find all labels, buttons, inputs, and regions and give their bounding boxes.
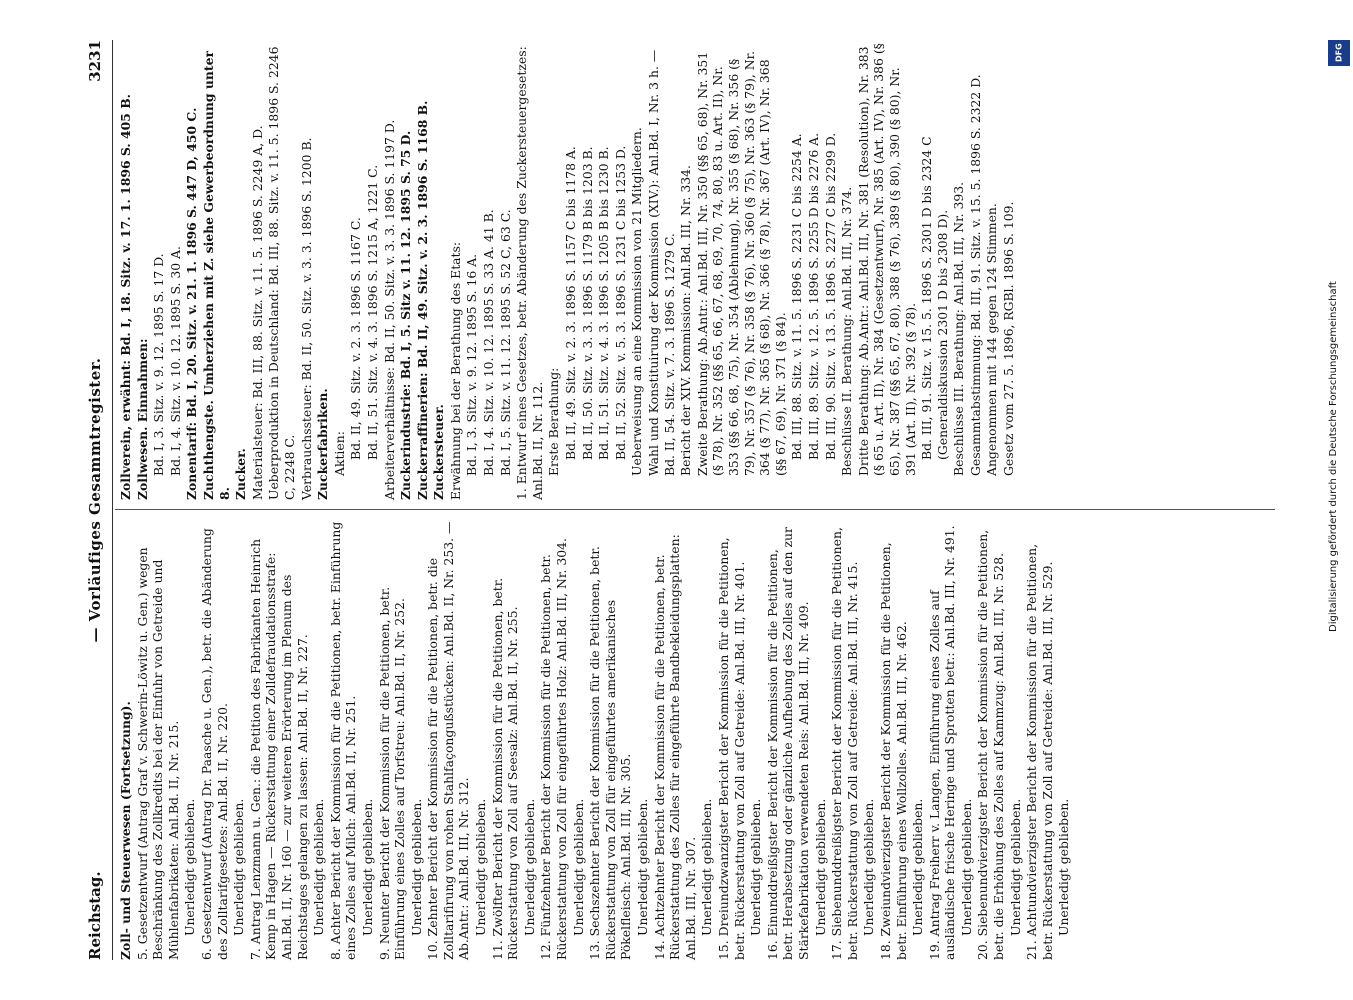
index-entry: Unerledigt geblieben. [958, 798, 974, 936]
index-entry: Gesetz vom 27. 5. 1896, RGBl. 1896 S. 109. [1001, 201, 1017, 476]
index-entry: Beschlüsse II. Berathung: Anl.Bd. III, Nr. 374. [839, 186, 855, 476]
index-entry: 10. Zehnter Bericht der Kommission für die Petitionen, betr. die Zolltarifirung von rohen Stahlfaçongußstücken: Anl.Bd. II, Nr. 253. — Ab.Antr.: Anl.Bd. III, Nr. 312. [425, 521, 472, 960]
column-divider [115, 509, 1275, 510]
index-entry: Zweite Berathung: Ab.Antr.: Anl.Bd. III, Nr. 350 (§§ 65, 68), Nr. 351 (§ 78), Nr. 352 (§§ 65, 66, 67, 68, 69, 70, 74, 80, 83 u. Art. II), Nr. 353 (§§ 66, 68, 75), Nr. 354 (Ablehnung), Nr. 355 (§ 68), Nr. 356 (§ 79), Nr. 357 (§ 76), Nr. 358 (§ 76), Nr. 360 (§ 75), Nr. 363 (§ 79), Nr. 364 (§ 77), Nr. 365 (§ 68), Nr. 366 (§ 78), Nr. 367 (Art. IV), Nr. 368 (§§ 67, 69), Nr. 371 (§ 84). [694, 50, 788, 476]
index-entry: Zuckerindustrie: Bd. I, 5. Sitz v. 11. 12. 1895 S. 75 D. [398, 130, 414, 500]
index-entry: Unerledigt geblieben. [748, 798, 764, 936]
index-entry: Unerledigt geblieben. [408, 798, 424, 936]
index-entry: Zollwesen. Einnahmen: [134, 338, 150, 500]
header-left: Reichstag. [86, 871, 104, 960]
right-column [118, 40, 1018, 500]
index-entry: Ueberproduktion in Deutschland: Bd. III, 88. Sitz. v. 11. 5. 1896 S. 2246 C, 2248 C. [266, 46, 297, 500]
index-entry: 18. Zweiundvierzigster Bericht der Kommission für die Petitionen, betr. Einführung eines Wollzolles. Anl.Bd. III, Nr. 462. [877, 542, 909, 960]
index-entry: Unerledigt geblieben. [812, 798, 828, 936]
index-entry: Bd. II, 49. Sitz. v. 2. 3. 1896 S. 1157 C bis 1178 A. [563, 146, 579, 460]
index-entry: Zuckersteuer. [431, 404, 447, 500]
page-number: 3231 [86, 40, 104, 82]
index-entry: Zuckerraffinerien: Bd. II, 49. Sitz. v. 2. 3. 1896 S. 1168 B. [414, 100, 430, 500]
index-entry: Arbeiterverhältnisse: Bd. II, 50. Sitz. v. 3. 3. 1896 S. 1197 D. [381, 119, 397, 500]
index-entry: 21. Achtundvierzigster Bericht der Kommission für die Petitionen, betr. Rückerstattung von Zoll auf Getreide: Anl.Bd. III, Nr. 529. [1024, 543, 1055, 960]
index-entry: Zonentarif: Bd. I, 20. Sitz. v. 21. 1. 1896 S. 447 D, 450 C. [184, 107, 200, 500]
index-entry: Unerledigt geblieben. [231, 798, 247, 936]
index-entry: Bd. III, 89. Sitz. v. 12. 5. 1896 S. 2255 D bis 2276 A. [805, 132, 821, 460]
index-entry: Bd. III, 88. Sitz. v. 11. 5. 1896 S. 2231 C bis 2254 A. [789, 133, 805, 460]
index-entry: Bd. I, 3. Sitz. v. 9. 12. 1895 S. 16 A. [464, 253, 480, 476]
index-entry: 7. Antrag Lenzmann u. Gen.: die Petition des Fabrikanten Heinrich Kemp in Hagen — Rückerstattung einer Zolldefraudationsstrafe: Anl.Bd. II, Nr. 160 — zur weiteren Erörterung im Plenum des Reichstages gelangen zu lassen: Anl.Bd. II, Nr. 227. [247, 538, 310, 960]
index-entry: Unerledigt geblieben. [699, 798, 715, 936]
index-entry: Unerledigt geblieben. [311, 798, 327, 936]
index-entry: Beschlüsse III. Berathung: Anl.Bd. III, Nr. 393. [951, 181, 967, 476]
index-entry: Unerledigt geblieben. [359, 798, 375, 936]
index-entry: Gesammtabstimmung: Bd. III, 91. Sitz. v. 15. 5. 1896 S. 2322 D. [967, 74, 983, 476]
index-entry: Bd. I, 4. Sitz. v. 10. 12. 1895 S. 30 A. [167, 246, 183, 476]
index-entry: Zuchthengste. Umherziehen mit Z. siehe Gewerbeordnung unter 8. [200, 50, 232, 500]
index-entry: 14. Achtzehnter Bericht der Kommission für die Petitionen, betr. Rückerstattung des Zolles für eingeführte Bandbekleidungsplatten: Anl.Bd. III, Nr. 307. [651, 534, 698, 960]
index-entry: Bd. III, 91. Sitz. v. 15. 5. 1896 S. 2301 D bis 2324 C (Generaldiskussion 2301 D bis 2308 D). [919, 136, 950, 460]
index-entry: Unerledigt geblieben. [182, 798, 198, 936]
page-header [82, 40, 110, 960]
index-entry: Bd. I, 4. Sitz. v. 10. 12. 1895 S. 33 A. 41 B. [481, 209, 497, 476]
index-entry: Bd. II, 50. Sitz. v. 3. 3. 1896 S. 1179 B bis 1203 B. [579, 146, 595, 460]
index-entry: Angenommen mit 144 gegen 124 Stimmen. [984, 203, 1000, 476]
index-entry: Aktien: [331, 431, 347, 476]
index-entry: Bd. II, 51. Sitz. v. 4. 3. 1896 S. 1205 B bis 1230 B. [596, 146, 612, 460]
index-entry: Unerledigt geblieben. [473, 798, 489, 936]
dfg-logo: DFG [1328, 40, 1350, 66]
index-entry: Unerledigt geblieben. [570, 798, 586, 936]
index-entry: 9. Neunter Bericht der Kommission für die Petitionen, betr. Einführung eines Zolles auf Torfstreu: Anl.Bd. II, Nr. 252. [376, 586, 408, 960]
index-entry: Materialsteuer: Bd. III, 88. Sitz. v. 11. 5. 1896 S. 2249 A, D. [249, 125, 265, 500]
index-entry: Erste Berathung: [546, 367, 562, 476]
index-entry: Ueberweisung an eine Kommission von 21 Mitgliedern. [629, 127, 645, 476]
index-entry: Bd. II, 52. Sitz. v. 5. 3. 1896 S. 1231 C bis 1253 D. [612, 145, 628, 460]
index-entry: Zoll- und Steuerwesen (Fortsetzung). [118, 701, 133, 960]
header-rule [112, 40, 113, 960]
index-entry: Unerledigt geblieben. [861, 798, 877, 936]
index-entry: Bd. III, 90. Sitz. v. 13. 5. 1896 S. 2277 C bis 2299 D. [822, 132, 838, 460]
index-entry: Zollverein, erwähnt: Bd. I, 18. Sitz. v. 17. 1. 1896 S. 405 B. [118, 94, 133, 500]
index-entry: Bd. II, 49. Sitz. v. 2. 3. 1896 S. 1167 C. [348, 217, 364, 460]
index-entry: 16. Einunddreißigster Bericht der Kommission für die Petitionen, betr. Herabsetzung oder gänzliche Aufhebung des Zolles auf den zur Stärkefabrikation verwendeten Reis: Anl.Bd. III, Nr. 409. [764, 527, 811, 960]
index-entry: Wahl und Konstituirung der Kommission (XIV.): Anl.Bd. I, Nr. 3 h. — Bd. II, 54. Sitz. v. 7. 3. 1896 S. 1279 C. [646, 49, 677, 476]
index-entry: Unerledigt geblieben. [910, 798, 926, 936]
left-column [118, 520, 1073, 960]
index-entry: 13. Sechszehnter Bericht der Kommission für die Petitionen, betr. Rückerstattung von Zoll für eingeführtes amerikanisches Pökelfleisch: Anl.Bd. III, Nr. 305. [587, 546, 634, 960]
index-entry: Verbrauchssteuer: Bd. II, 50. Sitz. v. 3. 3. 1896 S. 1200 B. [298, 137, 314, 500]
index-entry: 8. Achter Bericht der Kommission für die Petitionen, betr. Einführung eines Zolles auf Milch: Anl.Bd. II, Nr. 251. [327, 521, 359, 960]
index-entry: 11. Zwölfter Bericht der Kommission für die Petitionen, betr. Rückerstattung von Zoll auf Seesalz: Anl.Bd. II, Nr. 255. [489, 577, 521, 960]
index-entry: Unerledigt geblieben. [521, 798, 537, 936]
index-entry: Bd. I, 3. Sitz. v. 9. 12. 1895 S. 17 D. [151, 253, 167, 476]
index-entry: 6. Gesetzentwurf (Antrag Dr. Paasche u. Gen.), betr. die Abänderung des Zolltarifgesetzes: Anl.Bd. II, Nr. 220. [198, 528, 230, 960]
index-entry: 5. Gesetzentwurf (Antrag Graf v. Schwerin-Löwitz u. Gen.) wegen Beschränkung des Zollkredits bei der Einfuhr von Getreide und Mühlenfabrikaten: Anl.Bd. II, Nr. 215. [134, 547, 181, 960]
index-entry: Zuckerfabriken. [315, 388, 331, 500]
index-entry: Zucker. [233, 448, 249, 500]
index-entry: 12. Fünfzehnter Bericht der Kommission für die Petitionen, betr. Rückerstattung von Zoll für eingeführtes Holz: Anl.Bd. III, Nr. 304. [538, 538, 570, 960]
index-entry: 15. Dreiundzwanzigster Bericht der Kommission für die Petitionen, betr. Rückerstattung von Zoll auf Getreide: Anl.Bd. III, Nr. 401. [715, 537, 747, 960]
index-entry: Unerledigt geblieben. [1056, 798, 1072, 936]
index-entry: Unerledigt geblieben. [1007, 798, 1023, 936]
index-entry: Dritte Berathung: Ab.Antr.: Anl.Bd. III, Nr. 381 (Resolution), Nr. 383 (§ 65 u. Art. II), Nr. 384 (Gesetzentwurf), Nr. 385 (Art. IV), Nr. 386 (§ 65), Nr. 387 (§§ 65, 67, 80), 388 (§ 76), 389 (§ 80), 390 (§ 80), Nr. 391 (Art. II), Nr. 392 (§ 78). [855, 43, 918, 476]
index-entry: Erwähnung bei der Berathung des Etats: [447, 241, 463, 500]
index-entry: Unerledigt geblieben. [635, 798, 650, 936]
index-entry: 19. Antrag Freiherr v. Langen, Einführung eines Zolles auf ausländische frische Heringe und Sprotten betr.: Anl.Bd. III, Nr. 491. [926, 525, 958, 960]
index-entry: Bd. II, 51. Sitz. v. 4. 3. 1896 S. 1215 A, 1221 C. [364, 164, 380, 460]
side-credit [1328, 40, 1352, 1000]
index-entry: Bericht der XIV. Kommission: Anl.Bd. III, Nr. 334. [678, 165, 694, 476]
index-entry: 17. Siebenunddreißigster Bericht der Kommission für die Petitionen, betr. Rückerstattung von Zoll auf Getreide: Anl.Bd. III, Nr. 415. [829, 527, 860, 960]
credit-text: Digitalisierung gefördert durch die Deutsche Forschungsgemeinschaft [1328, 281, 1339, 632]
header-center: — Vorläufiges Gesammtregister. [86, 357, 104, 643]
index-entry: 1. Entwurf eines Gesetzes, betr. Abänderung des Zuckersteuergesetzes: Anl.Bd. II, Nr. 112. [514, 46, 545, 500]
index-entry: 20. Siebenundvierzigster Bericht der Kommission für die Petitionen, betr. die Erhöhung des Zolles auf Kammzug: Anl.Bd. III, Nr. 528. [975, 529, 1007, 960]
index-entry: Bd. I, 5. Sitz. v. 11. 12. 1895 S. 52 C, 63 C. [497, 209, 513, 476]
